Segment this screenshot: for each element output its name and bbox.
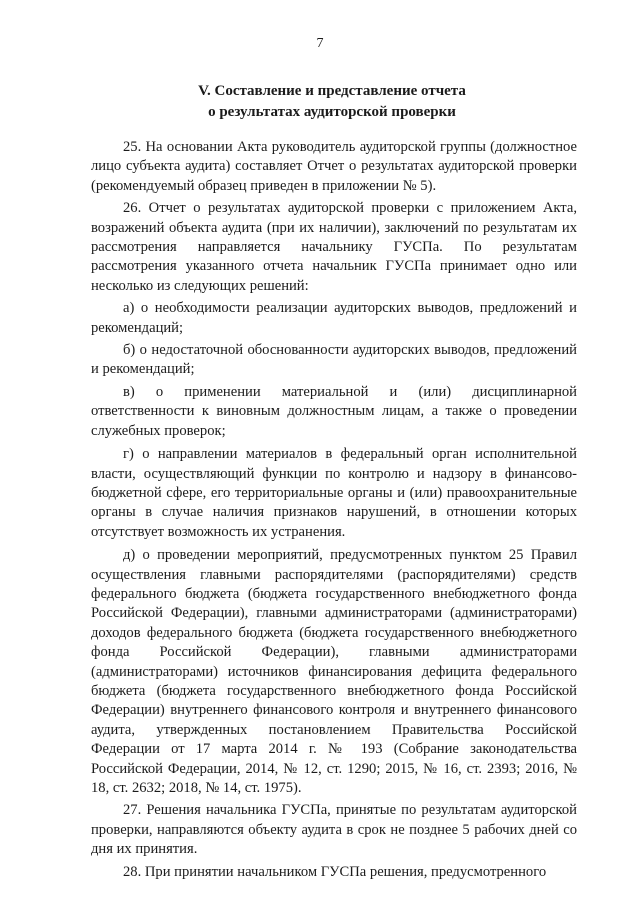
paragraph-26-v: в) о применении материальной и (или) дисциплинарной ответственности к виновным должностным лицам, а также о проведении служебных проверок; xyxy=(91,383,577,439)
document-body xyxy=(91,138,577,882)
paragraph-26-a: а) о необходимости реализации аудиторских выводов, предложений и рекомендаций; xyxy=(91,300,577,336)
section-title xyxy=(0,81,640,123)
page-number: 7 xyxy=(316,36,324,51)
paragraph-27: 27. Решения начальника ГУСПа, принятые по результатам аудиторской проверки, направляются объекту аудита в срок не позднее 5 рабочих дней со дня их принятия. xyxy=(91,802,577,858)
section-title-line-2: о результатах аудиторской проверки xyxy=(208,104,456,120)
paragraph-25: 25. На основании Акта руководитель аудиторской группы (должностное лицо субъекта аудита) составляет Отчет о результатах аудиторской проверки (рекомендуемый образец приведен в приложении № 5). xyxy=(91,139,577,194)
paragraph-26-d: д) о проведении мероприятий, предусмотренных пунктом 25 Правил осуществления главными распорядителями (распорядителями) средств федерального бюджета (бюджета государственного внебюджетного фонда Российской Федерации), главными администраторами (администраторами) доходов федерального бюджета (бюджета государственного внебюджетного фонда Российской Федерации), главными администраторами (администраторами) источников финансирования дефицита федерального бюджета (бюджета государственного внебюджетного фонда Российской Федерации) внутреннего финансового контроля и внутреннего финансового аудита, утвержденных постановлением Правительства Российской Федерации от 17 марта 2014 г. № 193 (Собрание законодательства Российской Федерации, 2014, № 12, ст. 1290; 2015, № 16, ст. 2393; 2016, № 18, ст. 2632; 2018, № 14, ст. 1975). xyxy=(91,547,577,796)
paragraph-26-b: б) о недостаточной обоснованности аудиторских выводов, предложений и рекомендаций; xyxy=(91,342,577,378)
paragraph-26: 26. Отчет о результатах аудиторской проверки с приложением Акта, возражений объекта аудита (при их наличии), заключений по результатам их рассмотрения направляется начальнику ГУСПа. По результатам рассмотрения указанного отчета начальник ГУСПа принимает одно или несколько из следующих решений: xyxy=(91,200,577,294)
paragraph-28: 28. При принятии начальником ГУСПа решения, предусмотренного xyxy=(123,863,547,880)
section-title-line-1: V. Составление и представление отчета xyxy=(198,83,466,99)
paragraph-26-g: г) о направлении материалов в федеральный орган исполнительной власти, осуществляющий функции по контролю и надзору в финансово-бюджетной сфере, его территориальные органы и (или) правоохранительные органы в случае наличия признаков нарушений, в отношении которых отсутствует возможность их устранения. xyxy=(91,446,577,540)
